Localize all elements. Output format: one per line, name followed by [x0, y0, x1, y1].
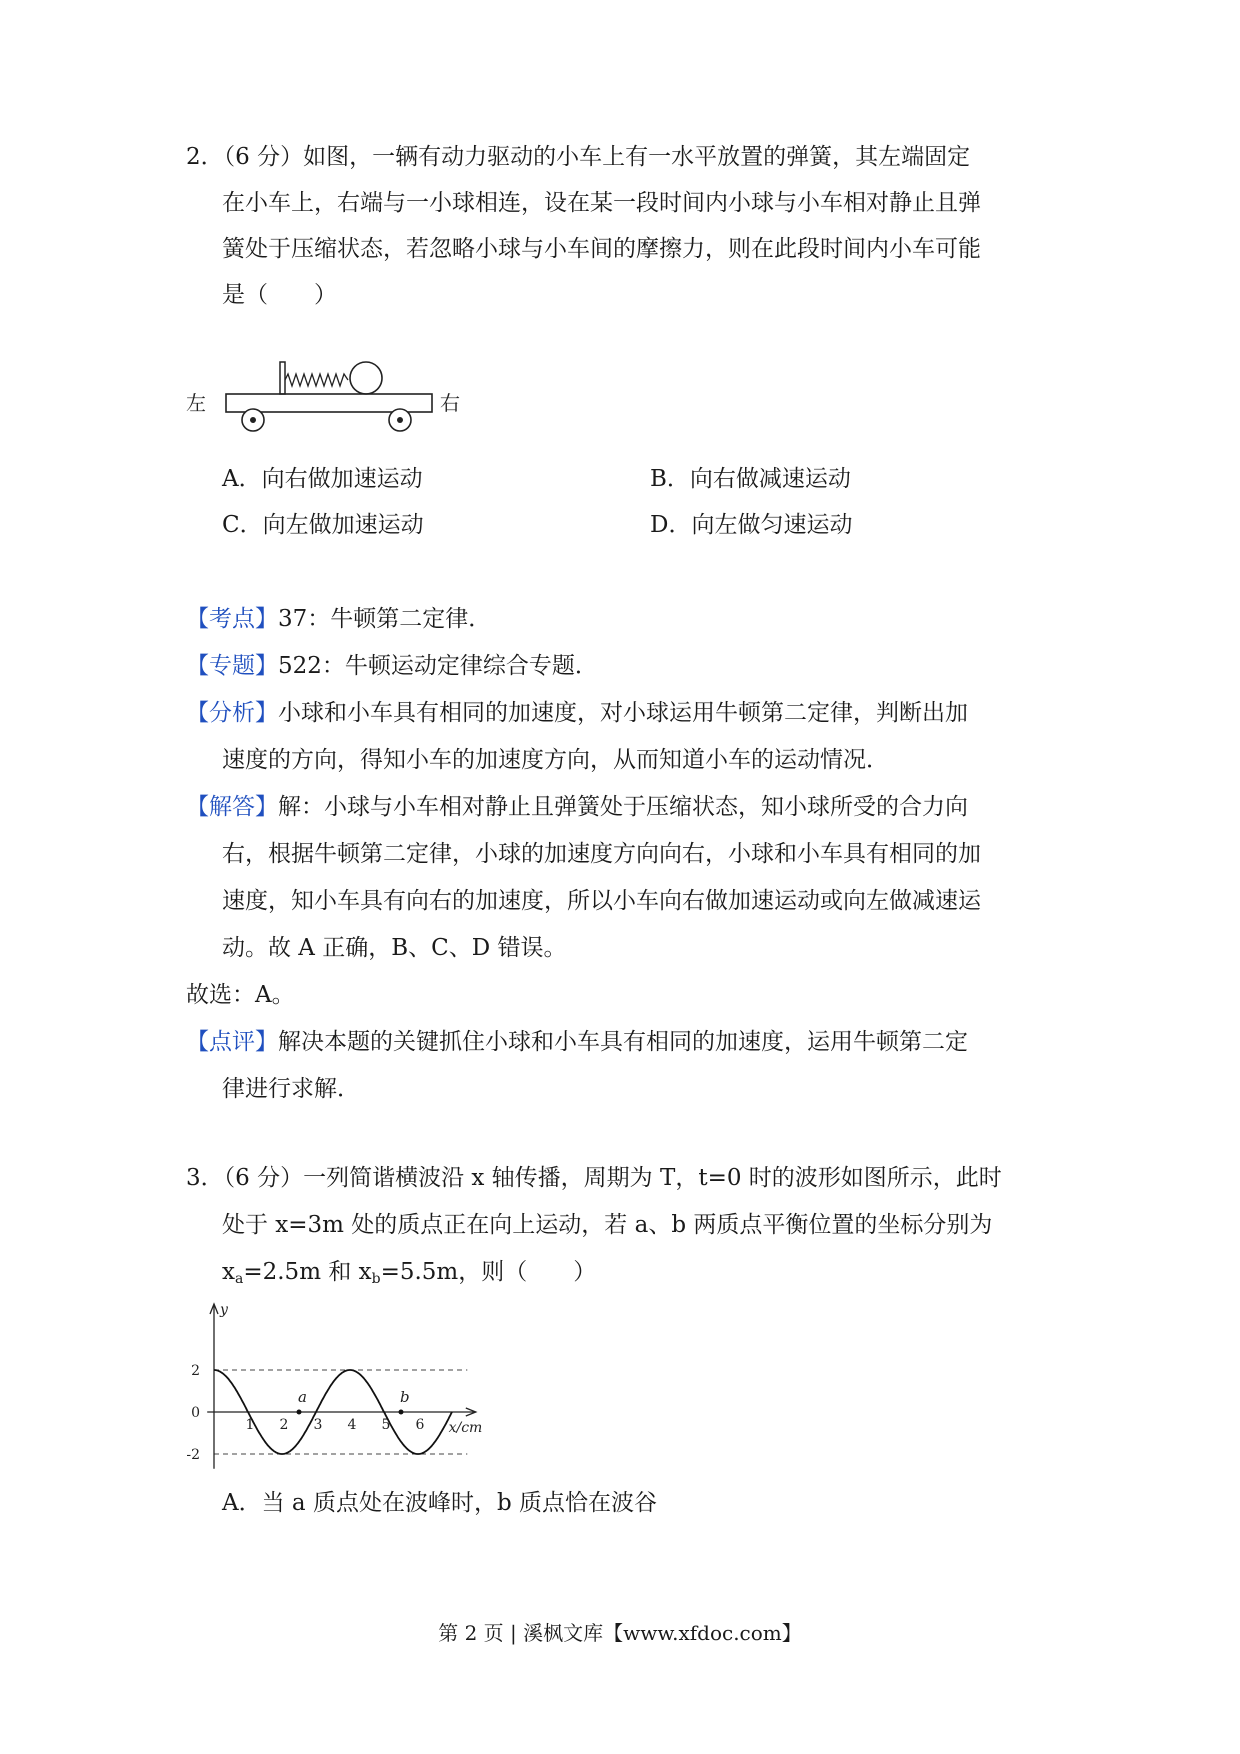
- q3-stem-line-1: 3．（6 分）一列简谐横波沿 x 轴传播，周期为 T，t=0 时的波形如图所示，此时: [186, 1165, 1002, 1191]
- answer-line: 故选：A。: [186, 982, 295, 1008]
- q3-stem-line-2: 处于 x=3m 处的质点正在向上运动，若 a、b 两质点平衡位置的坐标分别为: [222, 1212, 993, 1238]
- jieda-row: [186, 792, 968, 822]
- fenxi-line-1: 小球和小车具有相同的加速度，对小球运用牛顿第二定律，判断出加: [278, 700, 968, 726]
- fenxi-tag: 【分析】: [186, 700, 278, 726]
- particle-a-label: a: [298, 1388, 307, 1406]
- y-tick-label: -2: [186, 1447, 200, 1463]
- zhuanti-text: 522：牛顿运动定律综合专题．: [278, 653, 598, 679]
- fenxi-row: [186, 698, 968, 728]
- q2-option-a: A．向右做加速运动: [222, 466, 423, 492]
- y-axis-label: y: [220, 1302, 228, 1318]
- dianping-line-1: 解决本题的关键抓住小球和小车具有相同的加速度，运用牛顿第二定: [278, 1029, 968, 1055]
- x-tick-label: 2: [279, 1417, 289, 1433]
- kaodian-row: [186, 604, 491, 634]
- q2-stem-line-4: 是（ ）: [222, 282, 337, 308]
- ball: [350, 362, 382, 394]
- q2-option-c: C．向左做加速运动: [222, 512, 424, 538]
- x-tick-label: 5: [381, 1417, 391, 1433]
- dianping-line-2: 律进行求解．: [222, 1076, 360, 1102]
- jieda-line-2: 右，根据牛顿第二定律，小球的加速度方向向右，小球和小车具有相同的加: [222, 841, 981, 867]
- x-tick-label: 3: [313, 1417, 323, 1433]
- y-tick-label: 0: [191, 1405, 200, 1421]
- jieda-line-1: 解：小球与小车相对静止且弹簧处于压缩状态，知小球所受的合力向: [278, 794, 968, 820]
- figure-right-label: 右: [440, 391, 460, 415]
- kaodian-text: 37：牛顿第二定律．: [278, 606, 492, 632]
- particle-b-dot: [399, 1410, 404, 1415]
- particle-a-dot: [297, 1410, 302, 1415]
- wave-chart: [186, 1300, 496, 1490]
- x-tick-label: 6: [415, 1417, 425, 1433]
- jieda-tag: 【解答】: [186, 794, 278, 820]
- figure-left-label: 左: [186, 391, 206, 415]
- q2-stem-line-1: 2．（6 分）如图，一辆有动力驱动的小车上有一水平放置的弹簧，其左端固定: [186, 144, 971, 170]
- cart-spring-figure: [186, 348, 476, 438]
- jieda-line-4: 动。故 A 正确，B、C、D 错误。: [222, 935, 567, 961]
- spring: [285, 374, 348, 386]
- x-tick-label: 1: [245, 1417, 255, 1433]
- fenxi-line-2: 速度的方向，得知小车的加速度方向，从而知道小车的运动情况．: [222, 747, 889, 773]
- y-tick-label: 2: [191, 1363, 200, 1379]
- q2-stem-line-2: 在小车上，右端与一小球相连，设在某一段时间内小球与小车相对静止且弹: [222, 190, 981, 216]
- kaodian-tag: 【考点】: [186, 606, 278, 632]
- page-footer: 第 2 页 | 溪枫文库【www.xfdoc.com】: [438, 1621, 802, 1645]
- q3-option-a: A．当 a 质点处在波峰时，b 质点恰在波谷: [222, 1490, 657, 1516]
- q3-stem-line-3: $x_a=2.5m$ 和 $x_b=5.5m$，则（ ）: [222, 1259, 597, 1287]
- zhuanti-tag: 【专题】: [186, 653, 278, 679]
- dianping-row: [186, 1027, 968, 1057]
- cart-wall: [280, 362, 285, 394]
- q2-stem-line-3: 簧处于压缩状态，若忽略小球与小车间的摩擦力，则在此段时间内小车可能: [222, 236, 981, 262]
- q2-option-b: B．向右做减速运动: [650, 466, 851, 492]
- x-axis-label: x/cm: [448, 1420, 483, 1436]
- jieda-line-3: 速度，知小车具有向右的加速度，所以小车向右做加速运动或向左做减速运: [222, 888, 981, 914]
- x-tick-label: 4: [347, 1417, 357, 1433]
- q2-option-d: D．向左做匀速运动: [650, 512, 853, 538]
- zhuanti-row: [186, 651, 598, 681]
- dianping-tag: 【点评】: [186, 1029, 278, 1055]
- particle-b-label: b: [400, 1388, 410, 1406]
